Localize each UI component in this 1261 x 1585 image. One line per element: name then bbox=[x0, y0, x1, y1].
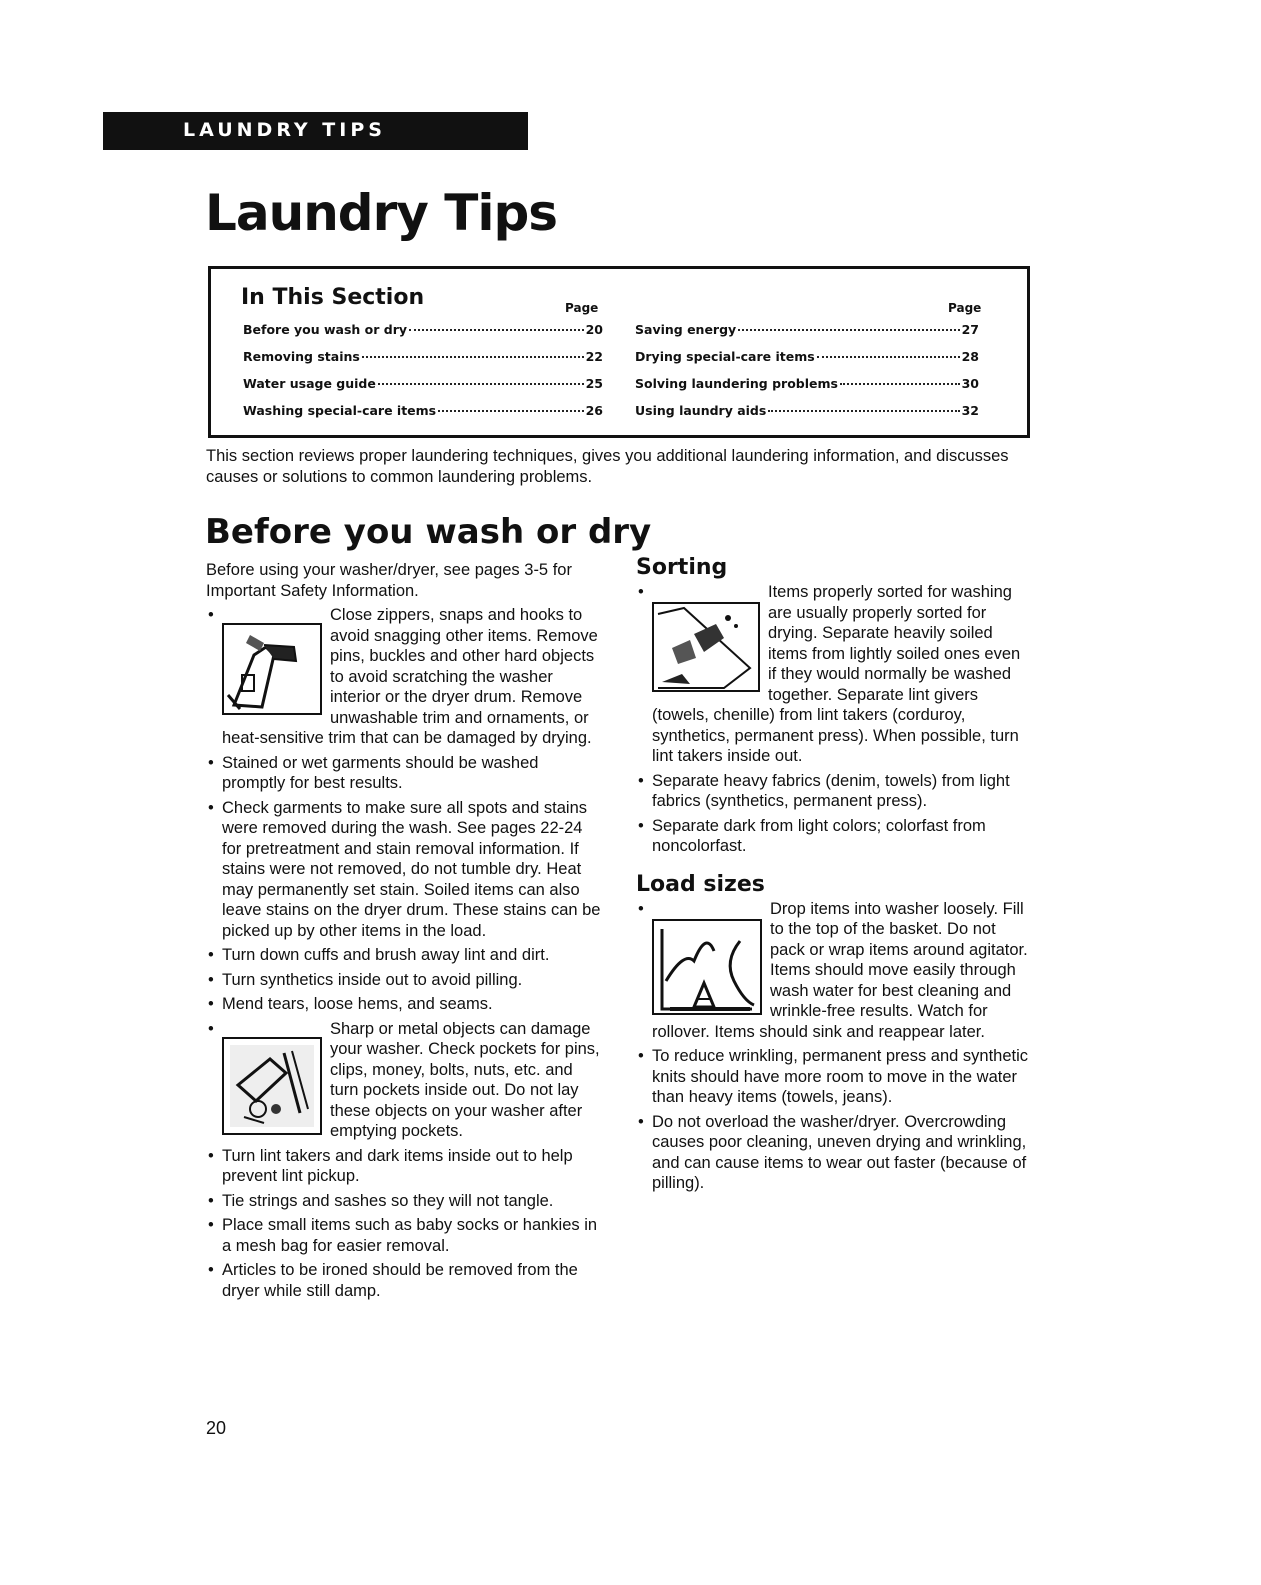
list-item bbox=[636, 582, 1032, 767]
list-item bbox=[206, 753, 602, 794]
safety-lead-paragraph: Before using your washer/dryer, see pages 3-5 for Important Safety Information. bbox=[206, 561, 572, 600]
list-item-text: To reduce wrinkling, permanent press and synthetic knits should have more room to move in the water than heavy items (towels, jeans). bbox=[652, 1047, 1029, 1106]
section-title: Before you wash or dry bbox=[205, 512, 652, 552]
list-item-text: Place small items such as baby socks or hankies in a mesh bag for easier removal. bbox=[222, 1216, 598, 1255]
list-item bbox=[636, 899, 1032, 1043]
list-item-text: Articles to be ironed should be removed from the dryer while still damp. bbox=[222, 1261, 578, 1300]
right-column bbox=[636, 554, 1032, 1198]
intro-paragraph: This section reviews proper laundering techniques, gives you additional laundering information, and discusses causes or solutions to common laundering problems. bbox=[206, 447, 1009, 486]
page-number: 20 bbox=[206, 1418, 227, 1438]
list-item-text: Turn synthetics inside out to avoid pilling. bbox=[222, 970, 523, 989]
list-item bbox=[636, 816, 1032, 857]
toc-heading: In This Section bbox=[241, 285, 425, 310]
list-item bbox=[206, 798, 602, 942]
list-item-text: Stained or wet garments should be washed promptly for best results. bbox=[222, 753, 539, 792]
toc-entry-page: 22 bbox=[585, 349, 603, 364]
sorting-illustration-icon bbox=[652, 602, 760, 692]
toc-entry-label: Using laundry aids bbox=[635, 403, 767, 418]
list-item bbox=[636, 1046, 1032, 1108]
toc-leader bbox=[738, 329, 959, 331]
list-item-text: Check garments to make sure all spots and stains were removed during the wash. See pages 22-24 for pretreatment and stain removal information. If stains were not removed, do not tumble dry. Heat may permanently set stain. Soiled items can also leave stains on the dryer drum. These stains can be picked up by other items in the load. bbox=[222, 798, 601, 940]
toc-entry[interactable] bbox=[243, 322, 603, 349]
toc-leader bbox=[438, 410, 583, 412]
toc-entry[interactable] bbox=[635, 403, 979, 430]
toc-entry-label: Saving energy bbox=[635, 322, 737, 337]
list-item bbox=[206, 1019, 602, 1142]
toc-entry[interactable] bbox=[243, 376, 603, 403]
toc-leader bbox=[768, 410, 959, 412]
toc-leader bbox=[362, 356, 584, 358]
list-item-text: Do not overload the washer/dryer. Overcrowding causes poor cleaning, uneven drying and wrinkling, and can cause items to wear out faster (because of pilling). bbox=[652, 1112, 1027, 1192]
toc-page-label-left: Page bbox=[565, 301, 599, 315]
left-column bbox=[206, 560, 602, 1305]
list-item bbox=[206, 605, 602, 749]
pocket-objects-illustration-icon bbox=[222, 1037, 322, 1135]
load-sizes-title: Load sizes bbox=[636, 871, 765, 897]
toc-column-right bbox=[635, 322, 979, 430]
washer-load-illustration-icon bbox=[652, 919, 762, 1015]
list-item-text: Tie strings and sashes so they will not tangle. bbox=[222, 1191, 554, 1210]
toc-entry-page: 30 bbox=[961, 376, 979, 391]
toc-entry[interactable] bbox=[635, 349, 979, 376]
list-item-text: Separate heavy fabrics (denim, towels) from light fabrics (synthetics, permanent press). bbox=[652, 771, 1010, 810]
toc-entry-page: 32 bbox=[961, 403, 979, 418]
list-item-text: Turn down cuffs and brush away lint and dirt. bbox=[222, 946, 550, 964]
toc-entry-label: Water usage guide bbox=[243, 376, 376, 391]
toc-entry[interactable] bbox=[635, 322, 979, 349]
list-item bbox=[206, 1260, 602, 1301]
section-header-label: LAUNDRY TIPS bbox=[183, 119, 386, 141]
list-item bbox=[206, 1146, 602, 1187]
list-item-text: Close zippers, snaps and hooks to avoid snagging other items. Remove pins, buckles and other hard objects to avoid scratching the washer interior or the dryer drum. Remove unwashable trim and ornaments, or heat-sensitive trim that can be damaged by drying. bbox=[222, 606, 598, 747]
toc-leader bbox=[378, 383, 584, 385]
list-item bbox=[206, 994, 602, 1015]
toc-entry[interactable] bbox=[635, 376, 979, 403]
toc-entry-label: Removing stains bbox=[243, 349, 360, 364]
toc-entry-page: 20 bbox=[585, 322, 603, 337]
toc-entry[interactable] bbox=[243, 349, 603, 376]
list-item-text: Mend tears, loose hems, and seams. bbox=[222, 995, 493, 1013]
prep-list bbox=[206, 605, 602, 1301]
list-item bbox=[206, 970, 602, 991]
toc-leader bbox=[409, 329, 584, 331]
toc-box bbox=[208, 266, 1030, 438]
list-item bbox=[206, 1191, 602, 1212]
toc-leader bbox=[817, 356, 960, 358]
list-item bbox=[206, 1215, 602, 1256]
list-item bbox=[206, 945, 602, 966]
section-header-bar bbox=[103, 112, 528, 148]
toc-entry-page: 27 bbox=[961, 322, 979, 337]
toc-entry-page: 28 bbox=[961, 349, 979, 364]
toc-entry-label: Before you wash or dry bbox=[243, 322, 408, 337]
toc-entry-label: Solving laundering problems bbox=[635, 376, 838, 391]
list-item bbox=[636, 1112, 1032, 1194]
sorting-list bbox=[636, 582, 1032, 857]
toc-entry-page: 26 bbox=[585, 403, 603, 418]
page-title: Laundry Tips bbox=[205, 184, 558, 242]
list-item-text: Drop items into washer loosely. Fill to the top of the basket. Do not pack or wrap items around agitator. Items should move easily through wash water for best cleaning and wrinkle-free results. Watch for rollover. Items should sink and reappear later. bbox=[652, 899, 1028, 1041]
list-item-text: Sharp or metal objects can damage your washer. Check pockets for pins, clips, money, bolts, nuts, etc. and turn pockets inside out. Do not lay these objects on your washer after emptying pockets. bbox=[330, 1019, 600, 1140]
list-item bbox=[636, 771, 1032, 812]
toc-entry-label: Washing special-care items bbox=[243, 403, 437, 418]
toc-entry-page: 25 bbox=[585, 376, 603, 391]
toc-leader bbox=[840, 383, 960, 385]
toc-entry-label: Drying special-care items bbox=[635, 349, 815, 364]
toc-column-left bbox=[243, 322, 603, 430]
toc-page-label-right: Page bbox=[948, 301, 982, 315]
sorting-title: Sorting bbox=[636, 555, 728, 580]
zipper-illustration-icon bbox=[222, 623, 322, 715]
list-item-text: Items properly sorted for washing are usually properly sorted for drying. Separate heavily soiled items from lightly soiled ones even if they would normally be washed together. Separate lint givers (towels, chenille) from lint takers (corduroy, synthetics, permanent press). When possible, turn lint takers inside out. bbox=[652, 583, 1021, 765]
load-sizes-list bbox=[636, 899, 1032, 1194]
list-item-text: Turn lint takers and dark items inside out to help prevent lint pickup. bbox=[222, 1146, 573, 1185]
header-rule bbox=[103, 148, 528, 150]
toc-entry[interactable] bbox=[243, 403, 603, 430]
list-item-text: Separate dark from light colors; colorfast from noncolorfast. bbox=[652, 816, 986, 855]
